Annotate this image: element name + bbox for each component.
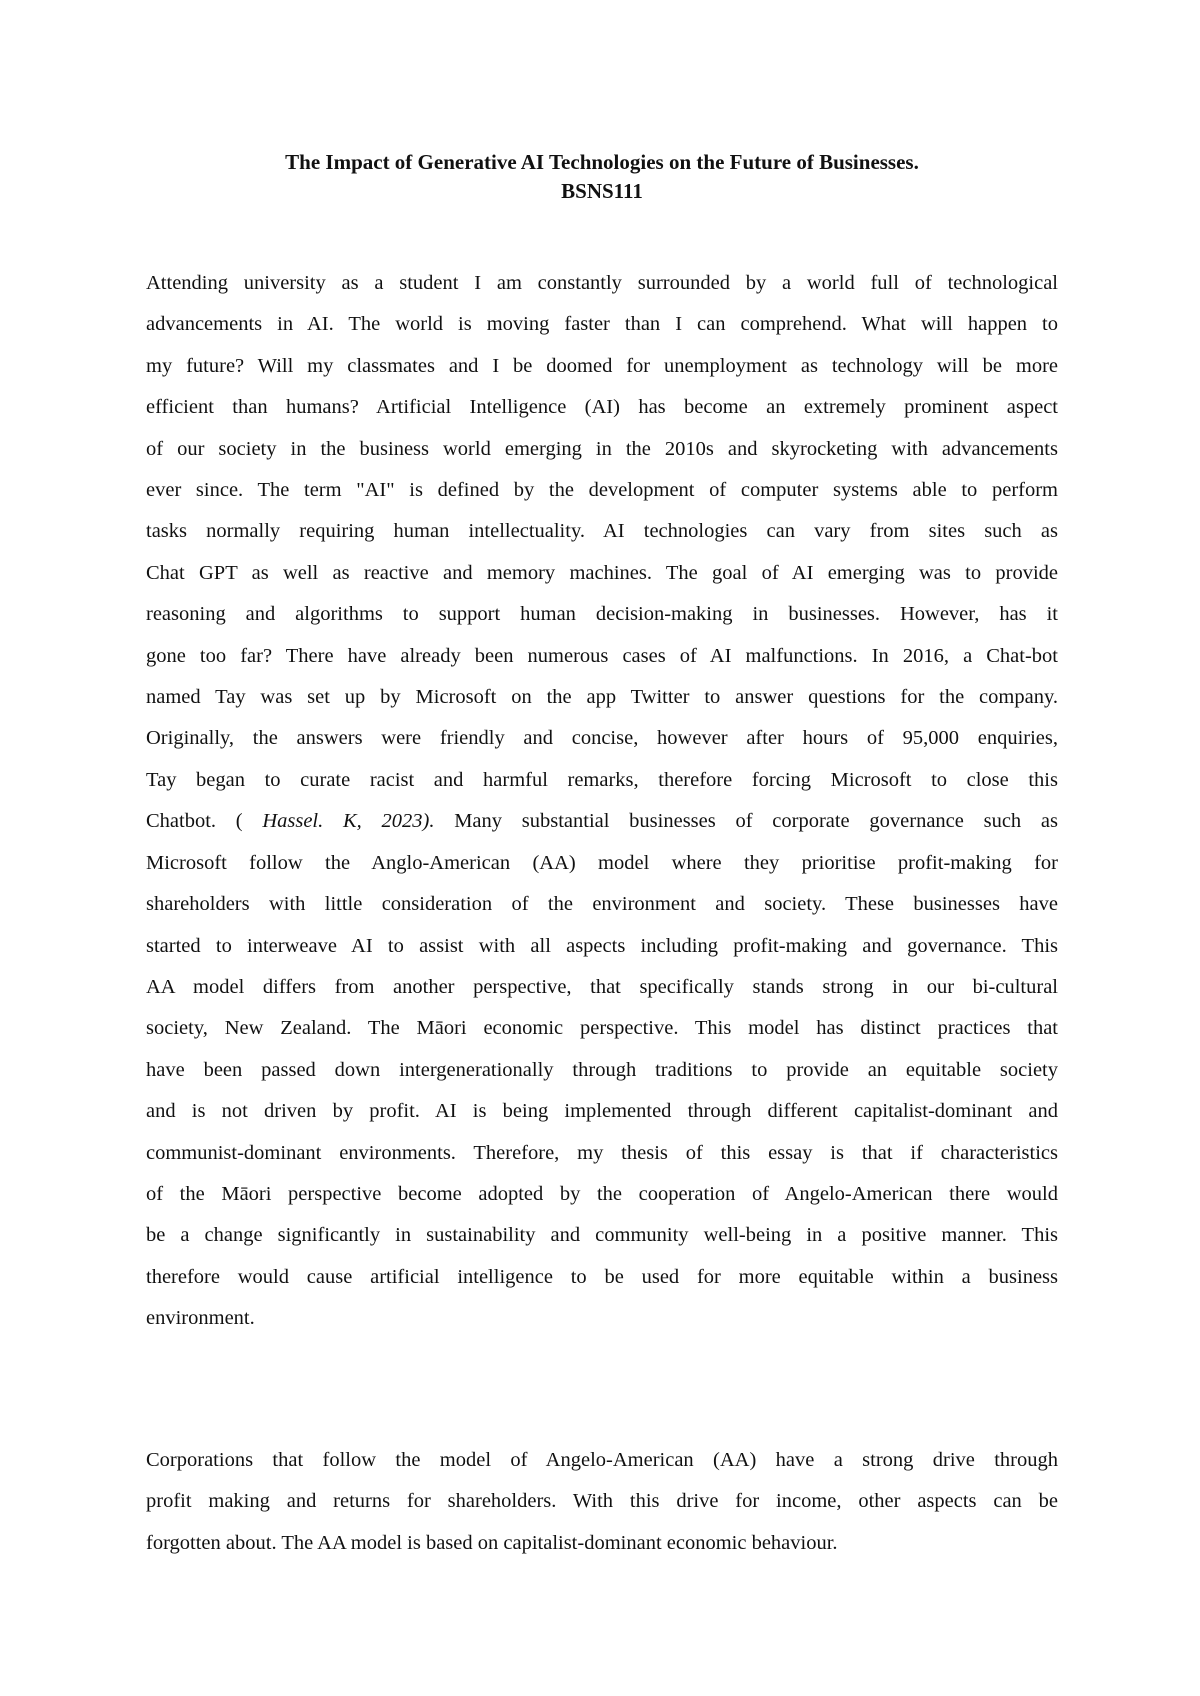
text-line: reasoning and algorithms to support human decision-making in businesses. However, has it: [146, 603, 1058, 626]
paragraph-intro: [146, 263, 1058, 1340]
text-line: and is not driven by profit. AI is being implemented through different capitalist-dominant and: [146, 1100, 1058, 1123]
text-line: of the Māori perspective become adopted by the cooperation of Angelo-American there would: [146, 1182, 1058, 1205]
text-line: tasks normally requiring human intellectuality. AI technologies can vary from sites such as: [146, 520, 1058, 543]
text-line: gone too far? There have already been numerous cases of AI malfunctions. In 2016, a Chat-bot: [146, 644, 1058, 667]
text-line: forgotten about. The AA model is based on capitalist-dominant economic behaviour.: [146, 1531, 838, 1554]
text-line: advancements in AI. The world is moving faster than I can comprehend. What will happen to: [146, 313, 1058, 336]
text-line: of our society in the business world emerging in the 2010s and skyrocketing with advancements: [146, 437, 1058, 460]
text-line: therefore would cause artificial intelligence to be used for more equitable within a business: [146, 1265, 1058, 1288]
citation: Hassel. K, 2023).: [262, 810, 435, 833]
text-line: profit making and returns for shareholders. With this drive for income, other aspects can be: [146, 1490, 1058, 1513]
text-line: Originally, the answers were friendly and concise, however after hours of 95,000 enquiries,: [146, 727, 1058, 750]
document-title: The Impact of Generative AI Technologies on the Future of Businesses.: [285, 150, 919, 174]
text-line: AA model differs from another perspective, that specifically stands strong in our bi-cultural: [146, 975, 1058, 998]
course-code: BSNS111: [561, 179, 643, 203]
text-line: communist-dominant environments. Therefore, my thesis of this essay is that if characteristics: [146, 1141, 1058, 1164]
text-line: efficient than humans? Artificial Intelligence (AI) has become an extremely prominent aspect: [146, 396, 1058, 419]
text-line: Microsoft follow the Anglo-American (AA) model where they prioritise profit-making for: [146, 851, 1058, 874]
text-line: be a change significantly in sustainability and community well-being in a positive manner. This: [146, 1224, 1058, 1247]
text-segment: Chatbot. (: [146, 810, 263, 833]
text-line: my future? Will my classmates and I be doomed for unemployment as technology will be more: [146, 354, 1058, 377]
text-line: [146, 801, 1058, 842]
text-line: environment.: [146, 1307, 255, 1330]
text-line: have been passed down intergenerationally through traditions to provide an equitable society: [146, 1058, 1058, 1081]
text-line: society, New Zealand. The Māori economic perspective. This model has distinct practices that: [146, 1017, 1058, 1040]
paragraph-aa-model: [146, 1440, 1058, 1564]
text-line: Attending university as a student I am constantly surrounded by a world full of technological: [146, 272, 1058, 294]
text-line: shareholders with little consideration of the environment and society. These businesses have: [146, 893, 1058, 916]
text-line: ever since. The term "AI" is defined by the development of computer systems able to perform: [146, 479, 1058, 502]
text-segment: Many substantial businesses of corporate governance such as: [434, 810, 1058, 833]
text-line: Chat GPT as well as reactive and memory machines. The goal of AI emerging was to provide: [146, 561, 1058, 584]
text-line: started to interweave AI to assist with all aspects including profit-making and governance. This: [146, 934, 1058, 957]
text-line: named Tay was set up by Microsoft on the app Twitter to answer questions for the company.: [146, 686, 1058, 709]
text-line: Corporations that follow the model of Angelo-American (AA) have a strong drive through: [146, 1449, 1058, 1471]
title-block: [146, 148, 1058, 206]
text-line: Tay began to curate racist and harmful remarks, therefore forcing Microsoft to close this: [146, 768, 1058, 791]
